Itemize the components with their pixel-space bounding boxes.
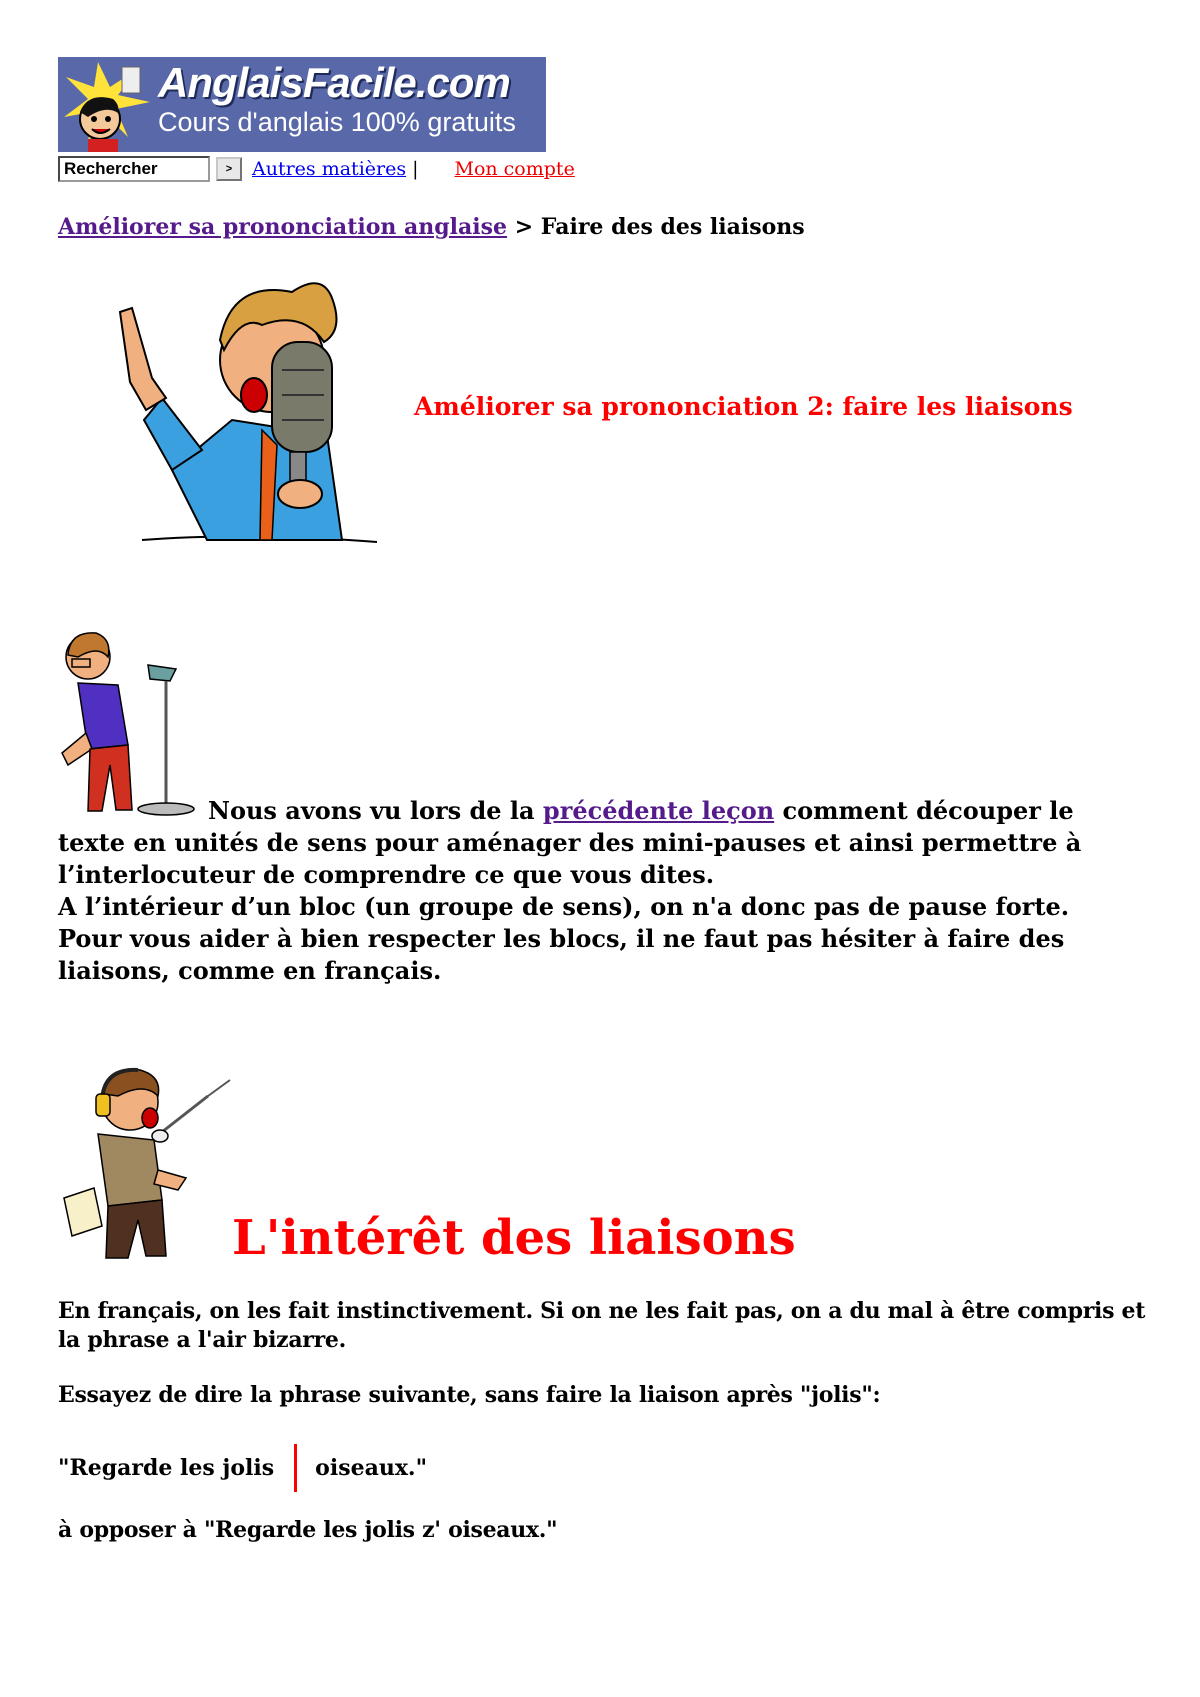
intro-text-after: comment découper le texte en unités de sens pour aménager des mini-pauses et ainsi permettre à l’interlocuteur de comprendre ce que vous dites. (58, 796, 1082, 889)
speaker-illustration-icon (58, 625, 206, 817)
intro-line-2: A l’intérieur d’un bloc (un groupe de sens), on n'a donc pas de pause forte. (58, 892, 1070, 921)
pause-divider (294, 1444, 297, 1492)
breadcrumb-current: Faire des des liaisons (540, 214, 805, 240)
logo-tagline: Cours d'anglais 100% gratuits (158, 107, 516, 137)
paragraph-try-sentence: Essayez de dire la phrase suivante, sans faire la liaison après "jolis": (58, 1382, 881, 1408)
example-sentence (58, 1442, 427, 1494)
search-bar (58, 154, 575, 184)
breadcrumb-parent-link[interactable]: Améliorer sa prononciation anglaise (58, 214, 508, 240)
breadcrumb (58, 214, 805, 240)
mascot-icon (58, 57, 158, 152)
search-submit-button[interactable]: > (216, 157, 242, 181)
previous-lesson-link[interactable]: précédente leçon (542, 796, 775, 825)
paragraph-contrast: à opposer à "Regarde les jolis z' oiseaux." (58, 1517, 558, 1543)
radio-host-illustration-icon (58, 1060, 238, 1260)
intro-paragraph (58, 795, 1138, 987)
singer-illustration-icon (112, 270, 382, 548)
intro-line-3: Pour vous aider à bien respecter les blocs, il ne faut pas hésiter à faire des liaisons, comme en français. (58, 924, 1065, 985)
my-account-link[interactable]: Mon compte (454, 158, 575, 180)
section-title: L'intérêt des liaisons (232, 1210, 796, 1266)
example-left: "Regarde les jolis (58, 1455, 275, 1481)
lesson-title: Améliorer sa prononciation 2: faire les liaisons (414, 392, 1073, 421)
nav-separator: | (412, 158, 419, 180)
other-subjects-link[interactable]: Autres matières (252, 158, 407, 180)
paragraph-instinct: En français, on les fait instinctivement. Si on ne les fait pas, on a du mal à être compris et la phrase a l'air bizarre. (58, 1298, 1146, 1353)
example-right: oiseaux." (315, 1455, 428, 1481)
site-logo[interactable] (58, 57, 546, 152)
intro-text-before: Nous avons vu lors de la (208, 796, 543, 825)
logo-brand: AnglaisFacile.com (158, 59, 510, 106)
search-input[interactable] (58, 156, 210, 182)
breadcrumb-separator: > (507, 214, 541, 240)
